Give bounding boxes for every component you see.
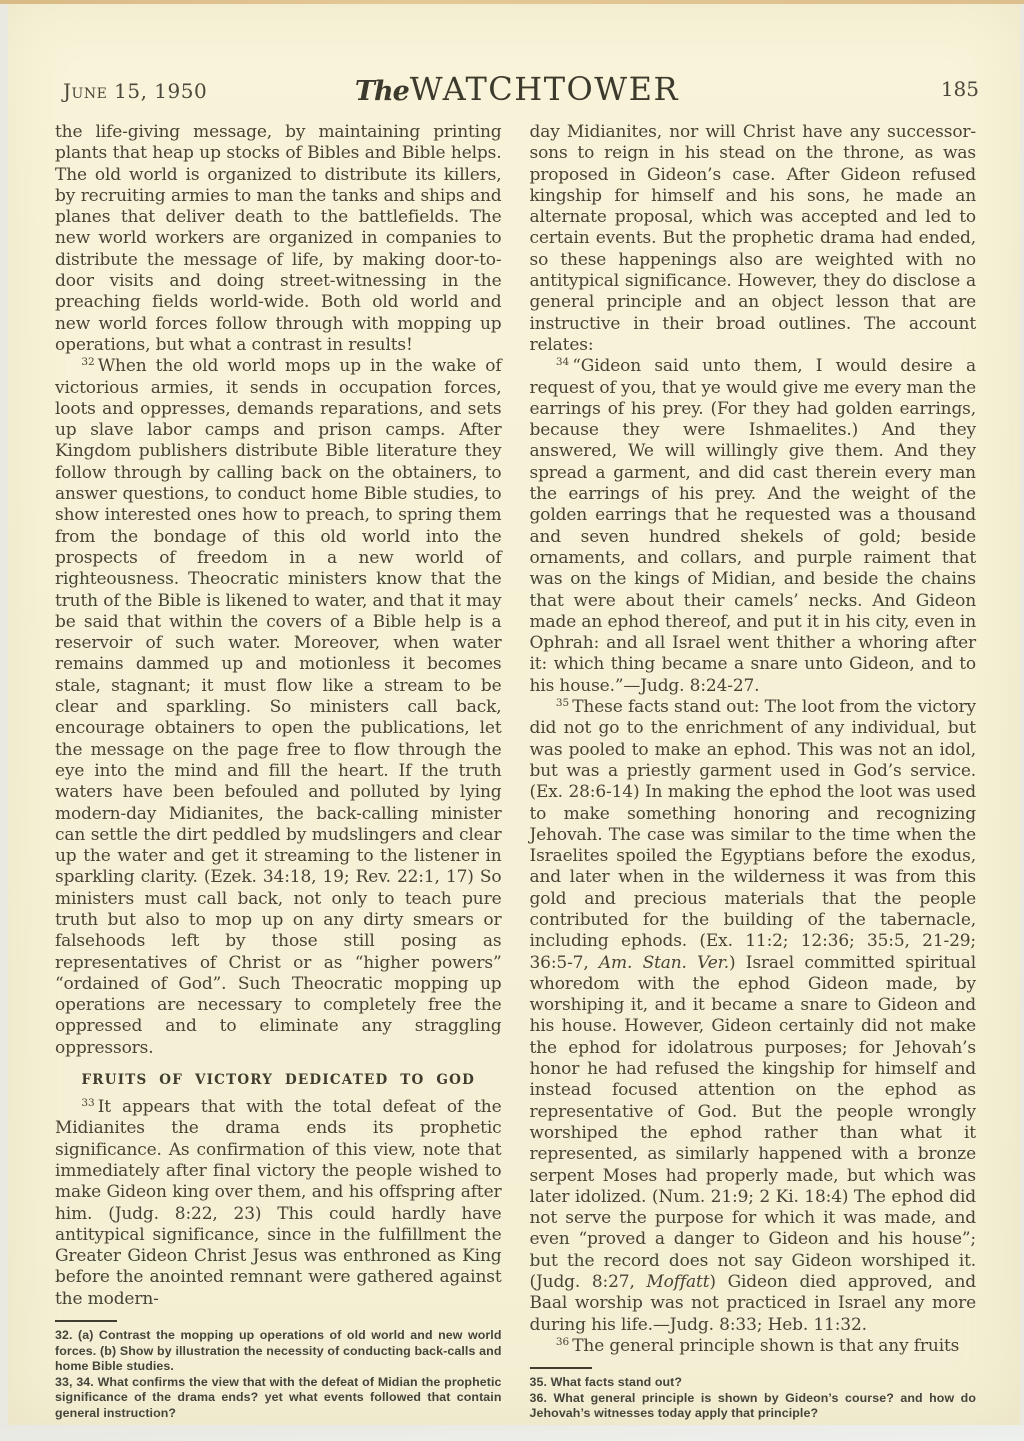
paragraph-continuation [530,122,977,356]
paragraph-number: 34 [555,356,570,369]
paragraph-number: 33 [81,1097,95,1110]
paragraph-text: the life-giving message, by maintaining printing plants that heap up stocks of Bibles and Bible helps. The old world is organized to distribute its killers, by recruiting armies to man the tanks and ships and planes that deliver death to the battlefields. The new world workers are organized in companies to distribute the message of life, by making door-to-door visits and doing street-witnessing in the preaching fields world-wide. Both old world and new world forces follow through with mopping up operations, but what a contrast in results! [55,122,502,355]
footnote-35: 35. What facts stand out? [529,1375,683,1390]
scanner-edge [0,1425,1024,1441]
footnote-33-34: 33, 34. What confirms the view that with the defeat of Midian the prophetic significance of the drama ends? yet what events followed that contain general instruction? [55,1374,502,1420]
paragraph-33 [55,1097,502,1310]
paragraph-36 [530,1336,977,1357]
magazine-page [8,0,1020,1425]
paragraph-text: “Gideon said unto them, I would desire a request of you, that ye would give me every man the earrings of his prey. (For they had golden earrings, because they were Ishmaelites.) And they answered, We will willingly give them. And they spread a garment, and did cast therein every man the earrings of his prey. And the weight of the golden earrings that he requested was a thousand and seven hundred shekels of gold; beside ornaments, and collars, and purple raiment that was on the kings of Midian, and beside the chains that were about their camels’ necks. And Gideon made an ephod thereof, and put it in his city, even in Ophrah: and all Israel went thither a whoring after it: which thing became a snare unto Gideon, and to his house.”—Judg. 8:24-27. [529,356,976,696]
paragraph-number: 32 [81,356,95,369]
title-watchtower: WATCHTOWER [409,70,680,108]
paragraph-text: The general principle shown is that any fruits [572,1335,960,1356]
paragraph-number: 35 [555,697,570,710]
right-footnotes [530,1367,977,1422]
title-the-script: The [354,76,409,107]
left-footnotes [55,1320,502,1422]
italic-citation: Am. Stan. Ver. [598,952,729,973]
italic-citation: Moffatt [646,1272,710,1293]
paragraph-text: ) Israel committed spiritual whoredom with the ephod Gideon made, by worshiping it, and it became a snare to Gideon and his house. However, Gideon certainly did not make the ephod for idolatrous purposes; for Jehovah’s honor he had refused the kingship for himself and instead focused attention on the ephod as representative of God. But the people wrongly worshiped the ephod rather than what it represented, as similarly happened with a bronze serpent Moses had properly made, but which was later idolized. (Num. 21:9; 2 Ki. 18:4) The ephod did not serve the purpose for which it was made, and even “proved a danger to Gideon and his house”; but the record does not say Gideon worshiped it. (Judg. 8:27, [529,952,977,1293]
page-number: 185 [940,77,979,101]
text-columns [55,122,976,1422]
footnote-32: 32. (a) Contrast the mopping up operations of old world and new world forces. (b) Show by illustration the necessity of conducting back-calls and home Bible studies. [55,1328,502,1374]
magazine-title [55,70,979,108]
paragraph-text: When the old world mops up in the wake of victorious armies, it sends in occupation forces, loots and oppresses, demands reparations, and sets up slave labor camps and prison camps. After Kingdom publishers distribute Bible literature they follow through by calling back on the obtainers, to answer questions, to conduct home Bible studies, to show interested ones how to preach, to spring them from the bondage of this old world into the prospects of freedom in a new world of righteousness. Theocratic ministers know that the truth of the Bible is likened to water, and that it may be said that within the covers of a Bible help is a reservoir of such water. Moreover, when water remains dammed up and motionless it becomes stale, stagnant; it must flow like a stream to be clear and sparkling. So ministers call back, encourage obtainers to open the publications, let the message on the page free to flow through the eye into the mind and fill the heart. If the truth waters have been befouled and polluted by lying modern-day Midianites, the back-calling minister can settle the dirt peddled by mudslingers and clear up the water and get it streaming to the listener in sparkling clarity. (Ezek. 34:18, 19; Rev. 22:1, 17) So ministers must call back, not only to teach pure truth but also to mop up on any dirty smears or falsehoods left by those still posing as representatives of Christ or as “higher powers” “ordained of God”. Such Theocratic mopping up operations are necessary to completely free the oppressed and to eliminate any straggling oppressors. [55,356,502,1058]
paragraph-34 [530,356,977,697]
paragraph-text: It appears that with the total defeat of the Midianites the drama ends its prophetic significance. As confirmation of this view, note that immediately after final victory the people wished to make Gideon king over them, and his offspring after him. (Judg. 8:22, 23) This could hardly have antitypical significance, since in the fulfillment the Greater Gideon Christ Jesus was enthroned as King before the anointed remnant were gathered against the modern- [55,1097,502,1309]
issue-date: June 15, 1950 [63,79,208,103]
left-column [55,122,502,1422]
paragraph-35 [530,697,977,1336]
section-heading: FRUITS OF VICTORY DEDICATED TO GOD [81,1072,475,1089]
right-column [530,122,977,1422]
paragraph-number: 36 [555,1335,570,1348]
paragraph-text: day Midianites, nor will Christ have any successor-sons to reign in his stead on the throne, as was proposed in Gideon’s case. After Gideon refused kingship for himself and his sons, he made an alternate proposal, which was accepted and led to certain events. But the prophetic drama had ended, so these happenings also are weighted with no antitypical significance. However, they do disclose a general principle and an object lesson that are instructive in their broad outlines. The account relates: [529,122,976,355]
paragraph-text: ) Gideon died approved, and Baal worship was not practiced in Israel any more during his life.—Judg. 8:33; Heb. 11:32. [529,1272,976,1335]
paragraph-continuation [55,122,502,356]
page-header [55,70,979,110]
paragraph-32 [55,356,502,1059]
paragraph-text: These facts stand out: The loot from the victory did not go to the enrichment of any individual, but was pooled to make an ephod. This was not an idol, but was a priestly garment used in God’s service. (Ex. 28:6-14) In making the ephod the loot was used to make something honoring and recognizing Jehovah. The case was similar to the time when the Israelites spoiled the Egyptians before the exodus, and later when in the wilderness it was from this gold and precious materials that the people contributed for the building of the tabernacle, including ephods. (Ex. 11:2; 12:36; 35:5, 21-29; 36:5-7, [529,697,976,973]
footnote-rule [530,1367,592,1369]
footnote-36: 36. What general principle is shown by Gideon’s course? and how do Jehovah’s witnesses today apply that principle? [529,1390,976,1421]
footnote-rule [55,1320,117,1322]
